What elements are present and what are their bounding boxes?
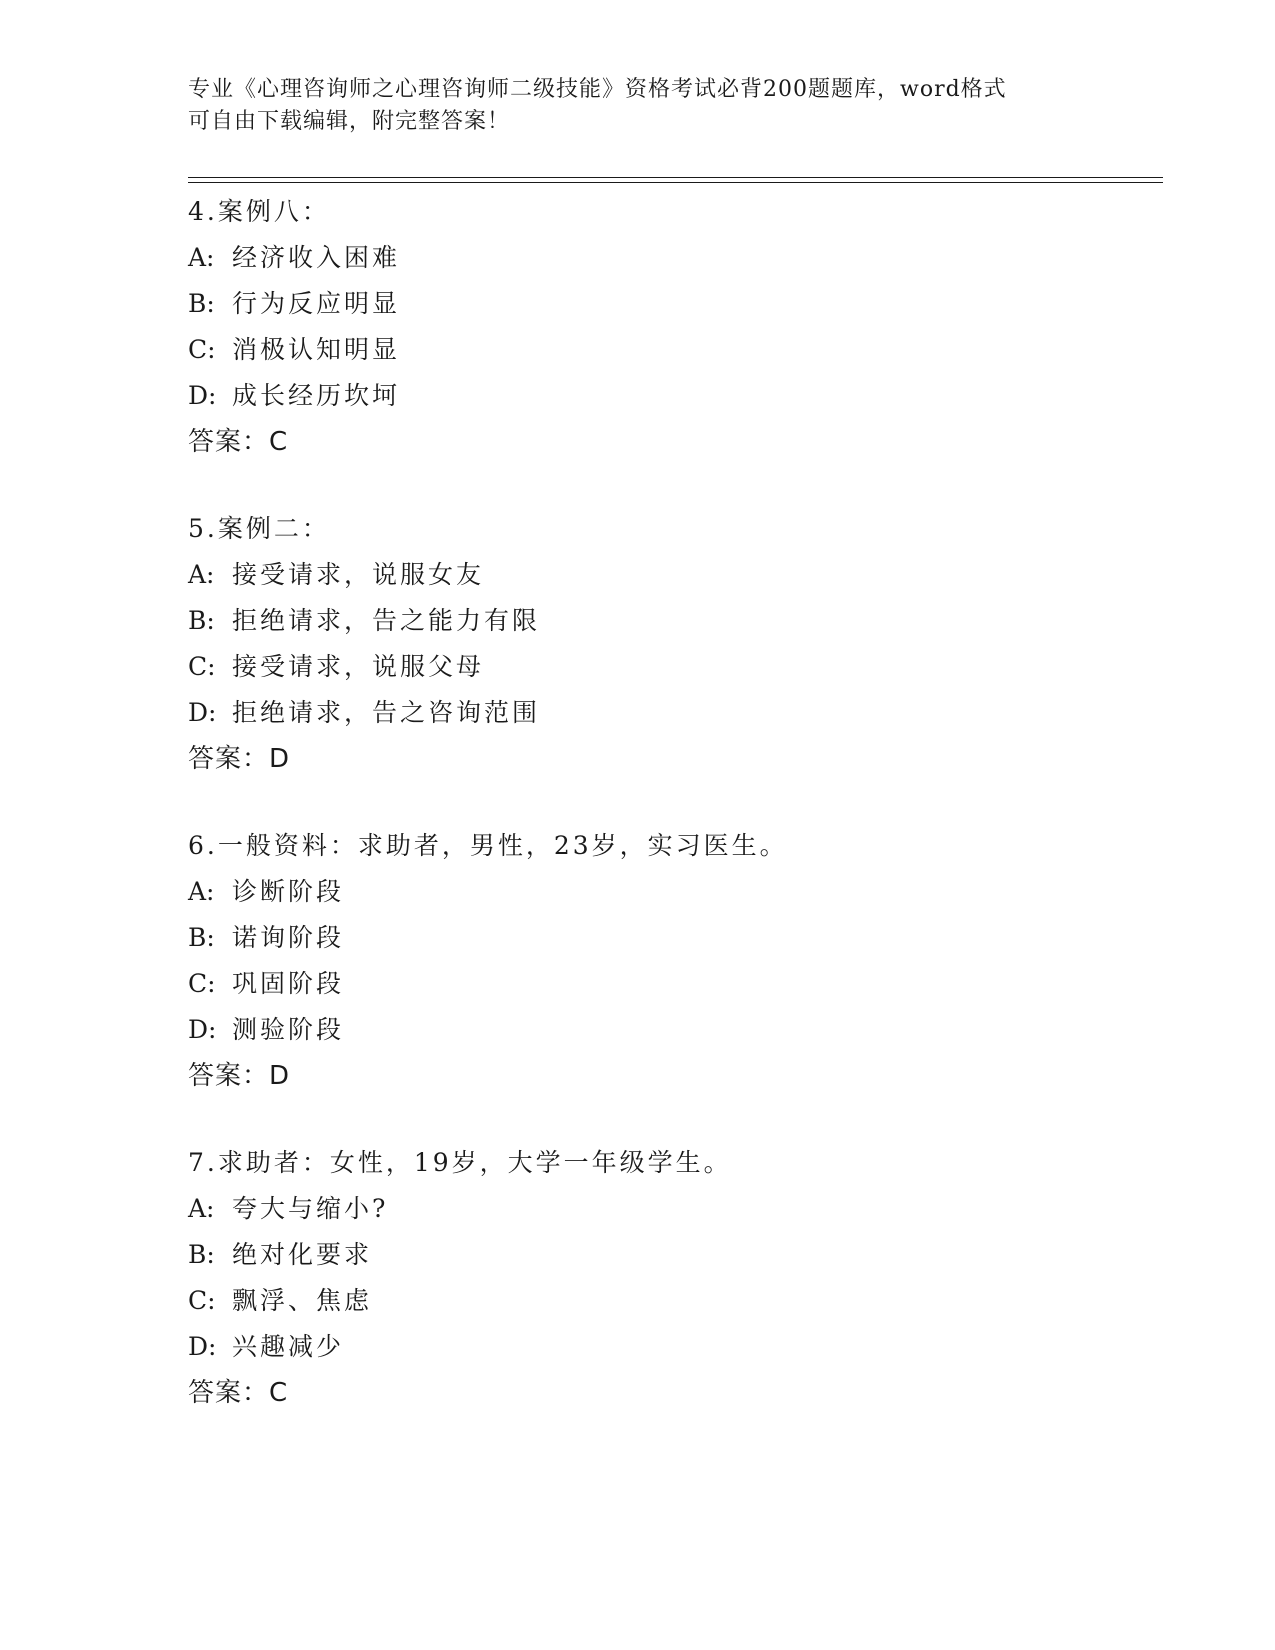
option-text: 消极认知明显 xyxy=(232,335,401,364)
option-letter: A: xyxy=(188,1194,215,1223)
option-text: 诊断阶段 xyxy=(232,877,345,906)
option-text: 夸大与缩小? xyxy=(232,1194,389,1223)
option-letter: B: xyxy=(188,1240,215,1269)
option-a xyxy=(188,235,1148,281)
question-stem: 4.案例八： xyxy=(188,197,330,226)
header-divider xyxy=(188,177,1163,183)
question-stem: 6.一般资料：求助者，男性，23岁，实习医生。 xyxy=(188,831,788,860)
question-6 xyxy=(188,823,1148,1099)
option-letter: A: xyxy=(188,877,215,906)
option-letter: D: xyxy=(188,698,217,727)
answer-line: 答案：C xyxy=(188,427,289,457)
option-text: 成长经历坎坷 xyxy=(232,381,401,410)
option-b xyxy=(188,281,1148,327)
option-text: 行为反应明显 xyxy=(232,289,401,318)
option-letter: B: xyxy=(188,606,215,635)
answer-line: 答案：D xyxy=(188,1061,291,1091)
option-letter: C: xyxy=(188,335,216,364)
option-d xyxy=(188,1007,1148,1053)
option-b xyxy=(188,598,1148,644)
question-7 xyxy=(188,1140,1148,1416)
option-letter: D: xyxy=(188,1332,217,1361)
option-d xyxy=(188,690,1148,736)
document-header xyxy=(188,74,1068,138)
question-4 xyxy=(188,189,1148,465)
option-text: 巩固阶段 xyxy=(232,969,345,998)
answer-line: 答案：D xyxy=(188,744,291,774)
option-letter: A: xyxy=(188,560,215,589)
option-letter: C: xyxy=(188,652,216,681)
option-letter: C: xyxy=(188,969,216,998)
option-text: 测验阶段 xyxy=(232,1015,345,1044)
option-letter: C: xyxy=(188,1286,216,1315)
option-c xyxy=(188,961,1148,1007)
option-text: 拒绝请求，告之能力有限 xyxy=(232,606,541,635)
option-text: 接受请求，说服父母 xyxy=(232,652,485,681)
option-letter: A: xyxy=(188,243,215,272)
option-a xyxy=(188,869,1148,915)
option-text: 兴趣减少 xyxy=(232,1332,345,1361)
option-b xyxy=(188,1232,1148,1278)
option-d xyxy=(188,1324,1148,1370)
header-line-1: 专业《心理咨询师之心理咨询师二级技能》资格考试必背200题题库，word格式 xyxy=(188,77,1007,102)
option-letter: B: xyxy=(188,289,215,318)
question-5 xyxy=(188,506,1148,782)
question-stem: 7.求助者：女性，19岁，大学一年级学生。 xyxy=(188,1148,732,1177)
answer-line: 答案：C xyxy=(188,1378,289,1408)
option-text: 接受请求，说服女友 xyxy=(232,560,485,589)
option-text: 飘浮、焦虑 xyxy=(232,1286,373,1315)
option-text: 诺询阶段 xyxy=(232,923,345,952)
option-text: 绝对化要求 xyxy=(232,1240,373,1269)
option-text: 经济收入困难 xyxy=(232,243,401,272)
option-letter: B: xyxy=(188,923,215,952)
option-b xyxy=(188,915,1148,961)
option-d xyxy=(188,373,1148,419)
question-stem: 5.案例二： xyxy=(188,514,330,543)
option-text: 拒绝请求，告之咨询范围 xyxy=(232,698,541,727)
option-letter: D: xyxy=(188,1015,217,1044)
option-a xyxy=(188,1186,1148,1232)
option-c xyxy=(188,1278,1148,1324)
option-c xyxy=(188,644,1148,690)
option-c xyxy=(188,327,1148,373)
question-list xyxy=(188,189,1148,1416)
option-a xyxy=(188,552,1148,598)
option-letter: D: xyxy=(188,381,217,410)
header-line-2: 可自由下载编辑，附完整答案！ xyxy=(188,109,511,134)
